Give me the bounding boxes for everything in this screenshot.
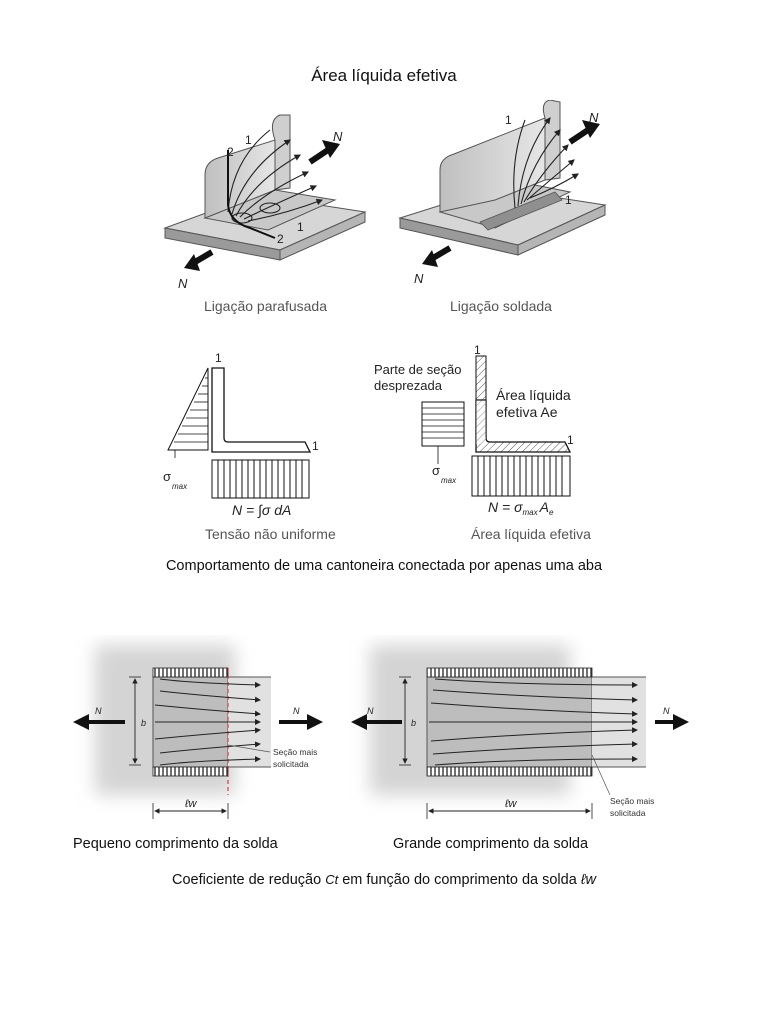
mark-2-top: 2 [227,145,234,159]
reduction-caption-ct: Ct [325,872,339,887]
long-critical-section-1: Seção mais [610,796,655,806]
mark-1-top: 1 [245,133,252,147]
mark-2-bottom: 2 [277,232,284,246]
right-mark-1-top: 1 [474,343,481,357]
right-formula: $N = \sigma_{max}$ $A_e$ [488,499,554,517]
welded-label: Ligação soldada [450,298,552,314]
behavior-caption: Comportamento de uma cantoneira conectada por apenas uma aba [165,558,603,574]
long-critical-section-2: solicitada [610,808,646,818]
long-weld-caption: Grande comprimento da solda [393,836,589,852]
reduction-caption [0,872,768,888]
short-critical-section-2: solicitada [273,759,309,769]
left-mark-1-top: 1 [215,351,222,365]
right-mark-1-right: 1 [567,433,574,447]
effective-area-label-1: Área líquida [496,387,571,403]
reduction-caption-lw: ℓw [580,872,596,888]
left-formula: N = ∫σ dA [232,502,292,518]
long-force-left: N [367,706,374,716]
left-sigma-sub: max [172,482,188,491]
non-uniform-caption: Tensão não uniforme [205,526,336,542]
effective-area-label-2: efetiva Ae [496,404,558,420]
weld-force-label-left: N [414,271,424,286]
weld-mark-1-bottom: 1 [565,193,572,207]
effective-area-caption: Área líquida efetiva [471,526,591,542]
short-weld-caption: Pequeno comprimento da solda [73,836,278,852]
long-length-lw: ℓw [505,798,517,810]
left-sigma: σ [163,469,172,484]
page-title: Área líquida efetiva [311,66,457,85]
short-force-left: N [95,706,102,716]
short-force-right: N [293,706,300,716]
weld-mark-1-top: 1 [505,113,512,127]
stress-figure [160,340,600,545]
weld-force-label-right: N [589,110,599,125]
bolted-label: Ligação parafusada [204,298,327,314]
force-label-left: N [178,276,188,291]
short-width-b: b [141,718,147,728]
reduction-caption-text: Coeficiente de redução [172,872,322,888]
long-width-b: b [411,718,417,728]
effective-area-diagram [422,356,570,496]
force-label-right: N [333,129,343,144]
connection-figure [150,100,620,320]
reduction-caption-mid: em função do comprimento da solda [342,872,577,888]
discarded-part-label-1: Parte de seção [374,362,462,377]
discarded-part-label-2: desprezada [374,378,442,393]
long-force-right: N [663,706,670,716]
short-weld-diagram [73,645,323,819]
mark-1-bottom: 1 [297,220,304,234]
short-length-lw: ℓw [185,798,197,810]
short-critical-section-1: Seção mais [273,747,318,757]
right-sigma: σ [432,463,441,478]
non-uniform-stress-diagram [168,368,310,498]
left-mark-1-right: 1 [312,439,319,453]
welded-angle [400,100,605,267]
weld-length-figure [65,635,695,830]
right-sigma-sub: max [441,476,457,485]
long-weld-diagram [351,645,689,819]
